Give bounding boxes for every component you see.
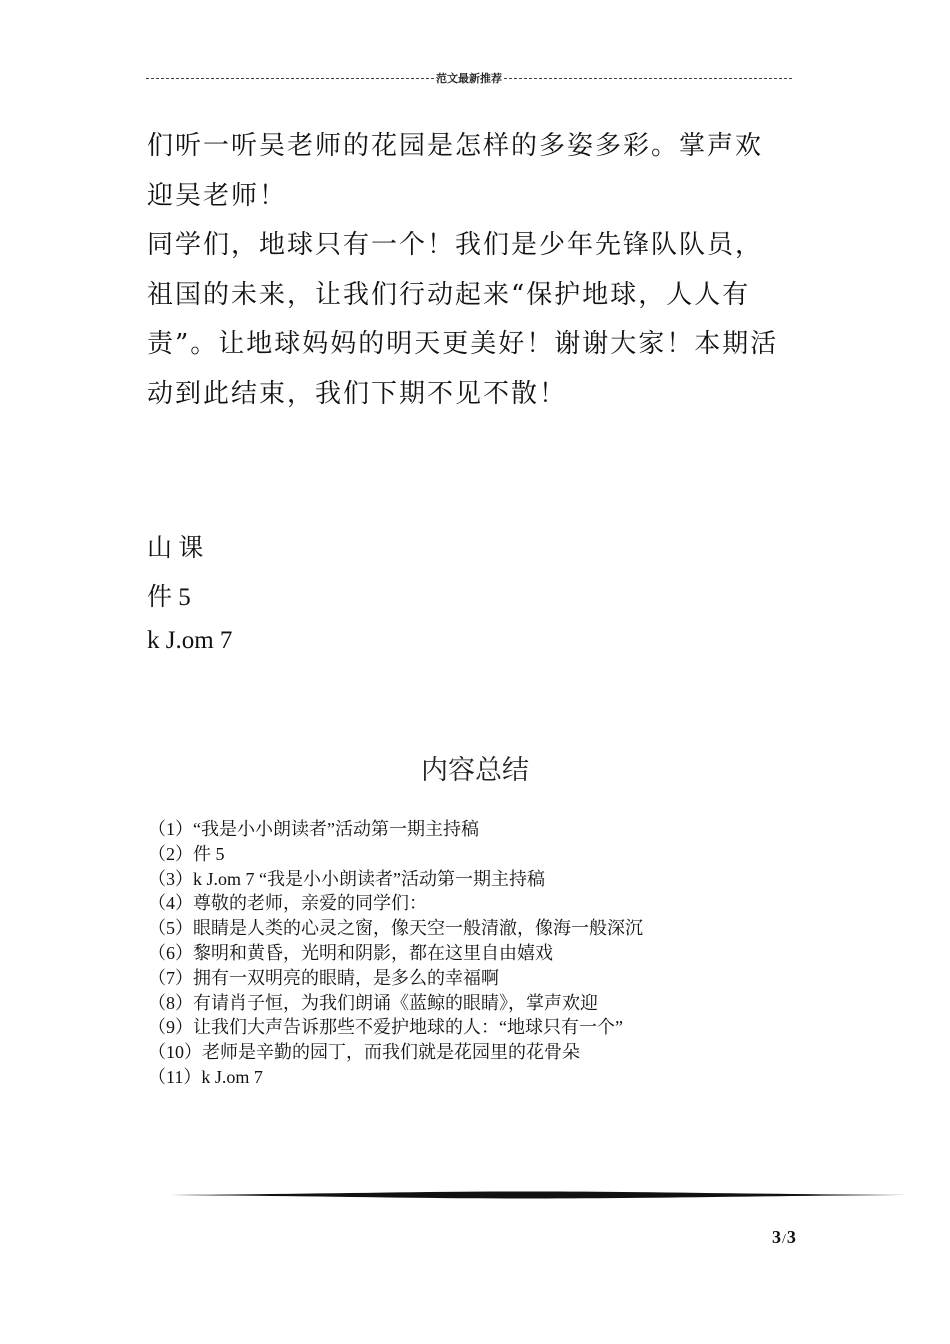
page-total: 3	[786, 1227, 796, 1247]
page-separator: /	[782, 1232, 786, 1247]
summary-item: （4）尊敬的老师，亲爱的同学们：	[148, 893, 427, 914]
summary-list	[148, 817, 643, 1090]
page-current: 3	[772, 1227, 781, 1247]
summary-item: （11）k J.om 7	[148, 1066, 263, 1087]
summary-item: （1）“我是小小朗读者”活动第一期主持稿	[148, 819, 479, 839]
header-dash-left	[146, 78, 434, 79]
summary-item: （3）k J.om 7 “我是小小朗读者”活动第一期主持稿	[148, 868, 545, 889]
summary-item: （9）让我们大声告诉那些不爱护地球的人：“地球只有一个”	[148, 1017, 623, 1038]
summary-item: （7）拥有一双明亮的眼睛，是多么的幸福啊	[148, 967, 499, 988]
summary-item: （6）黎明和黄昏，光明和阴影，都在这里自由嬉戏	[148, 942, 553, 963]
summary-item: （5）眼睛是人类的心灵之窗，像天空一般清澈，像海一般深沉	[148, 918, 643, 939]
summary-item: （10）老师是辛勤的园丁，而我们就是花园里的花骨朵	[148, 1042, 580, 1063]
body-paragraph: 同学们，地球只有一个！我们是少年先锋队队员，祖国的未来，让我们行动起来“保护地球，人人有责”。让地球妈妈的明天更美好！谢谢大家！本期活动到此结束，我们下期不见不散！	[147, 230, 779, 409]
page-number	[772, 1227, 796, 1248]
page-header	[146, 70, 792, 86]
snippet-line: k J.om 7	[147, 627, 233, 654]
snippet-line: 件 5	[147, 584, 191, 611]
header-title: 范文最新推荐	[436, 72, 502, 85]
snippet-line: 山 课	[147, 535, 204, 562]
summary-item: （8）有请肖子恒，为我们朗诵《蓝鲸的眼睛》，掌声欢迎	[148, 992, 598, 1013]
header-dash-right	[504, 78, 792, 79]
summary-title: 内容总结	[421, 755, 529, 786]
body-paragraph: 们听一听吴老师的花园是怎样的多姿多彩。掌声欢迎吴老师！	[147, 131, 764, 211]
footer-rule	[158, 1186, 906, 1204]
body-text	[147, 122, 787, 419]
summary-item: （2）件 5	[148, 843, 225, 864]
